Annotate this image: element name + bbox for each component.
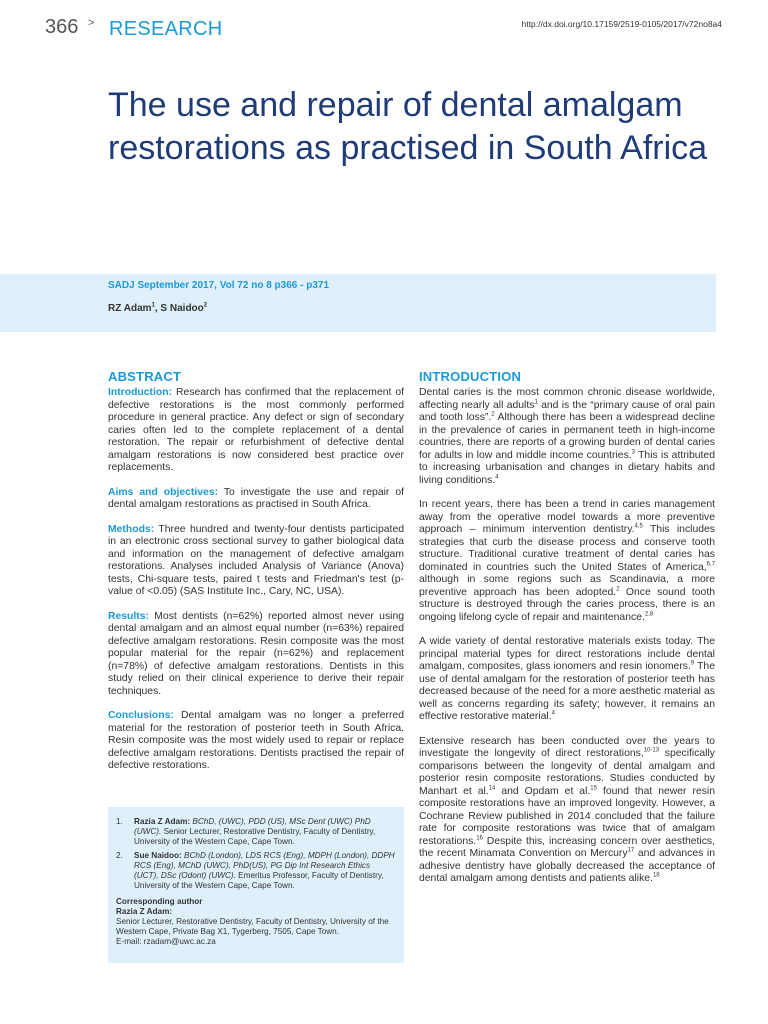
article-title: The use and repair of dental amalgam restorations as practised in South Africa xyxy=(108,86,708,167)
corresponding-author-label: Corresponding author xyxy=(116,897,203,906)
abstract-heading: ABSTRACT xyxy=(108,369,182,384)
affiliation-role: Emeritus Professor, Faculty of Dentistry, University of the Western Cape, Cape Town. xyxy=(134,871,384,890)
introduction-paragraph: In recent years, there has been a trend in caries management away from the operative model towards a more preventive approach – minimum intervention dentistry.$^{4,5}$ This includes strategies that curb the disease process and conserve tooth structure. Traditional curative treatment of dental caries has dominated in countries such the United States of America,$^{6,7}$ although in some regions such as Scandinavia, a more preventive approach has been adopted.$^2$ Once sound tooth structure is destroyed through the caries process, there is an ongoing lifelong cycle of repair and maintenance.$^{2,8}$ xyxy=(419,499,715,623)
abstract-column xyxy=(108,369,404,785)
affiliations-box xyxy=(108,807,404,963)
abstract-text: Three hundred and twenty-four dentists participated in an electronic cross sectional survey to gather biological data and information on the management of defective amalgam restorations. Analyses included Analysis of Variance (Anova) tests, Chi-square tests, paired t tests and Friedman's test (p-value of <0.05) (SAS Institute Inc., Cary, NC, USA). xyxy=(108,523,404,597)
abstract-paragraph xyxy=(108,524,404,599)
corresponding-author-email[interactable]: E-mail: rzadam@uwc.ac.za xyxy=(116,937,216,946)
abstract-subheading: Conclusions: xyxy=(108,710,174,721)
introduction-column xyxy=(419,369,715,898)
affiliation-text xyxy=(134,817,396,847)
affiliation-qualifications: BChD (London), LDS RCS (Eng), MDPH (London), DDPH RCS (Eng), MChD (UWC), PhD(US), PG Dip Int Research Ethics (UCT), DSc (Odont) (UWC). xyxy=(134,851,395,880)
corresponding-author-address: Senior Lecturer, Restorative Dentistry, Faculty of Dentistry, University of the Western Cape, Private Bag X1, Tygerberg, 7505, Cape Town. xyxy=(116,917,389,936)
affiliation-name: Sue Naidoo: xyxy=(134,851,185,860)
introduction-body xyxy=(419,387,715,886)
abstract-subheading: Introduction: xyxy=(108,387,173,398)
abstract-text: Research has confirmed that the replacement of defective restorations is the most commonly performed procedure in general practice. Any defect or sign of secondary caries often led to the complete replacement of a dental restoration. The repair or refurbishment of defective dental amalgam restorations is now considered best practice over replacements. xyxy=(108,387,404,473)
abstract-subheading: Methods: xyxy=(108,523,155,535)
abstract-paragraph xyxy=(108,487,404,512)
affiliation-text xyxy=(134,851,396,891)
chevron-right-icon: > xyxy=(88,17,95,29)
abstract-text: To investigate the use and repair of dental amalgam restorations as practised in South Africa. xyxy=(108,486,404,510)
affiliation-item xyxy=(116,817,396,847)
introduction-paragraph: A wide variety of dental restorative materials exists today. The principal material types for direct restorations include dental amalgam, composites, glass ionomers and resin ionomers.$^9$ The use of dental amalgam for the restoration of posterior teeth has decreased because of the need for a more aesthetic material as well as concerns regarding its safety; however, it remains an effective restorative material.$^4$ xyxy=(419,636,715,722)
affiliation-role: Senior Lecturer, Restorative Dentistry, Faculty of Dentistry, University of the Western Cape, Cape Town. xyxy=(134,827,376,846)
affiliation-item xyxy=(116,851,396,891)
doi-link[interactable]: http://dx.doi.org/10.17159/2519-0105/2017/v72no8a4 xyxy=(521,19,722,29)
abstract-paragraph xyxy=(108,387,404,475)
abstract-text: Most dentists (n=62%) reported almost never using dental amalgam and an almost equal number (n=63%) repaired defective amalgam restorations. Resin composite was the most popular material for the repair (n=62%) and replacement (n=78%) of defective amalgam restorations. Dentists in this study relied on their clinical experience to derive their repair techniques. xyxy=(108,610,404,697)
introduction-paragraph: Extensive research has been conducted over the years to investigate the longevity of direct restorations,$^{10-13}$ specifically comparisons between the longevity of dental amalgam and posterior resin composite restorations. Studies conducted by Manhart et al.$^{14}$ and Opdam et al.$^{15}$ found that newer resin composite restorations have an improved longevity. However, a Cochrane Review published in 2014 concluded that the failure rate for composite restorations was twice that of amalgam restorations.$^{16}$ Despite this, increasing concern over aesthetics, the recent Minamata Convention on Mercury$^{17}$ and advances in adhesive dentistry have globally decreased the acceptance of dental amalgam among dentists and patients alike.$^{18}$ xyxy=(419,735,715,884)
abstract-text: Dental amalgam was no longer a preferred material for the restoration of posterior teeth in South Africa. Resin composite was the most widely used to repair or replace defective amalgam restorations. Dentists practised the repair of defective restorations. xyxy=(108,710,404,771)
affiliation-qualifications: BChD, (UWC), PDD (US), MSc Dent (UWC) PhD (UWC). xyxy=(134,817,371,836)
affiliation-number: 1. xyxy=(116,817,123,826)
abstract-paragraph xyxy=(108,710,404,773)
abstract-subheading: Aims and objectives: xyxy=(108,486,219,498)
introduction-paragraph: Dental caries is the most common chronic disease worldwide, affecting nearly all adults$^1$ and is the “primary cause of oral pain and tooth loss”.$^2$ Although there has been a widespread decline in the prevalence of caries in permanent teeth in high-income countries, there are reports of a growing burden of dental caries for adults in low and middle income countries.$^3$ This is attributed to increasing urbanisation and changes in dietary habits and living conditions.$^4$ xyxy=(419,387,715,486)
section-label: RESEARCH xyxy=(109,18,223,40)
abstract-paragraph xyxy=(108,611,404,699)
corresponding-author-name: Razia Z Adam: xyxy=(116,907,173,916)
affiliation-name: Razia Z Adam: xyxy=(134,817,193,826)
author-line: RZ Adam$^1$, S Naidoo$^2$ xyxy=(108,302,208,314)
abstract-subheading: Results: xyxy=(108,610,149,622)
affiliation-number: 2. xyxy=(116,851,123,860)
page-number: 366 xyxy=(45,16,79,38)
introduction-heading: INTRODUCTION xyxy=(419,369,522,384)
journal-citation: SADJ September 2017, Vol 72 no 8 p366 - p371 xyxy=(108,280,330,291)
abstract-body xyxy=(108,387,404,773)
affiliation-list xyxy=(116,817,396,891)
